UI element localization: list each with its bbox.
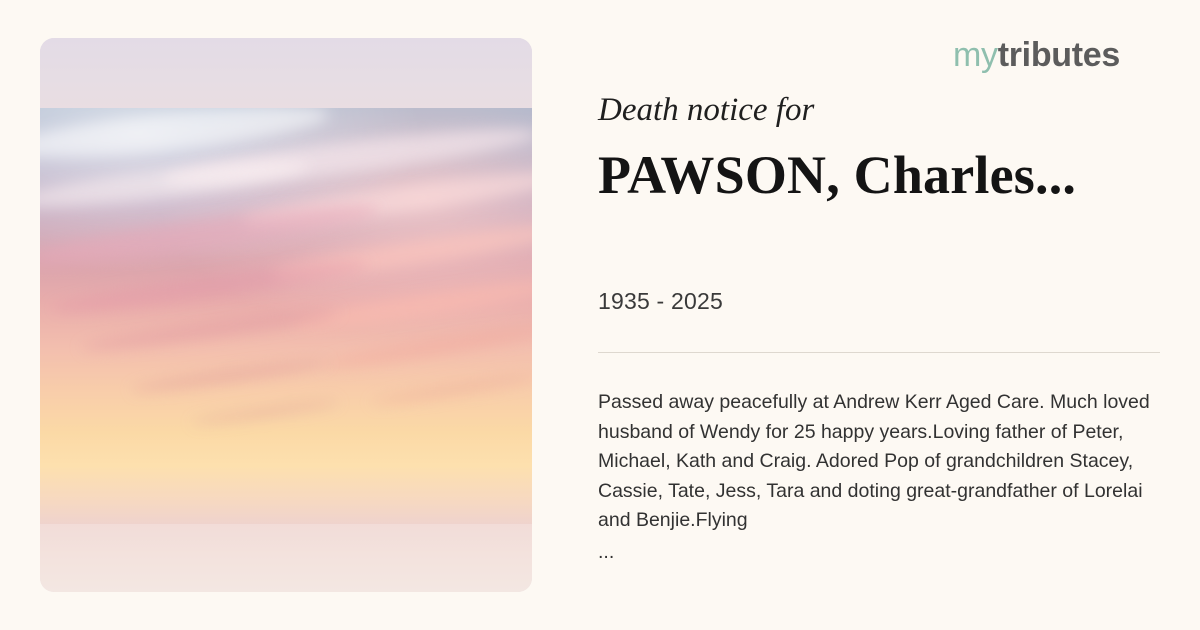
notice-body: Passed away peacefully at Andrew Kerr Aged Care. Much loved husband of Wendy for 25 happy years.Loving father of Peter, Michael, Kath and Craig. Adored Pop of grandchildren Stacey, Cassie, Tate, Jess, Tara and doting great-grandfather of Lorelai and Benjie.Flying xyxy=(598,391,1150,531)
cloud-streak xyxy=(130,356,330,396)
logo-text-tributes: tributes xyxy=(997,36,1120,74)
notice-body-truncation: ... xyxy=(598,541,615,563)
photo-sky-gradient xyxy=(40,108,532,524)
mytributes-logo xyxy=(953,36,1120,75)
notice-eyebrow: Death notice for xyxy=(598,92,815,128)
cloud-streak xyxy=(290,272,532,336)
page-title: PAWSON, Charles... xyxy=(598,145,1077,205)
logo-text-my: my xyxy=(952,36,998,74)
notice-content xyxy=(598,0,1160,630)
cloud-streak xyxy=(40,152,311,216)
cloud-streak xyxy=(80,304,340,356)
divider xyxy=(598,352,1160,353)
life-dates: 1935 - 2025 xyxy=(598,288,723,314)
cloud-streak xyxy=(370,371,532,408)
cloud-streak xyxy=(190,398,340,428)
photo-top-band xyxy=(40,38,532,108)
photo-bottom-band xyxy=(40,524,532,592)
cloud-streak xyxy=(320,322,532,373)
sunset-sky-photo xyxy=(40,38,532,592)
